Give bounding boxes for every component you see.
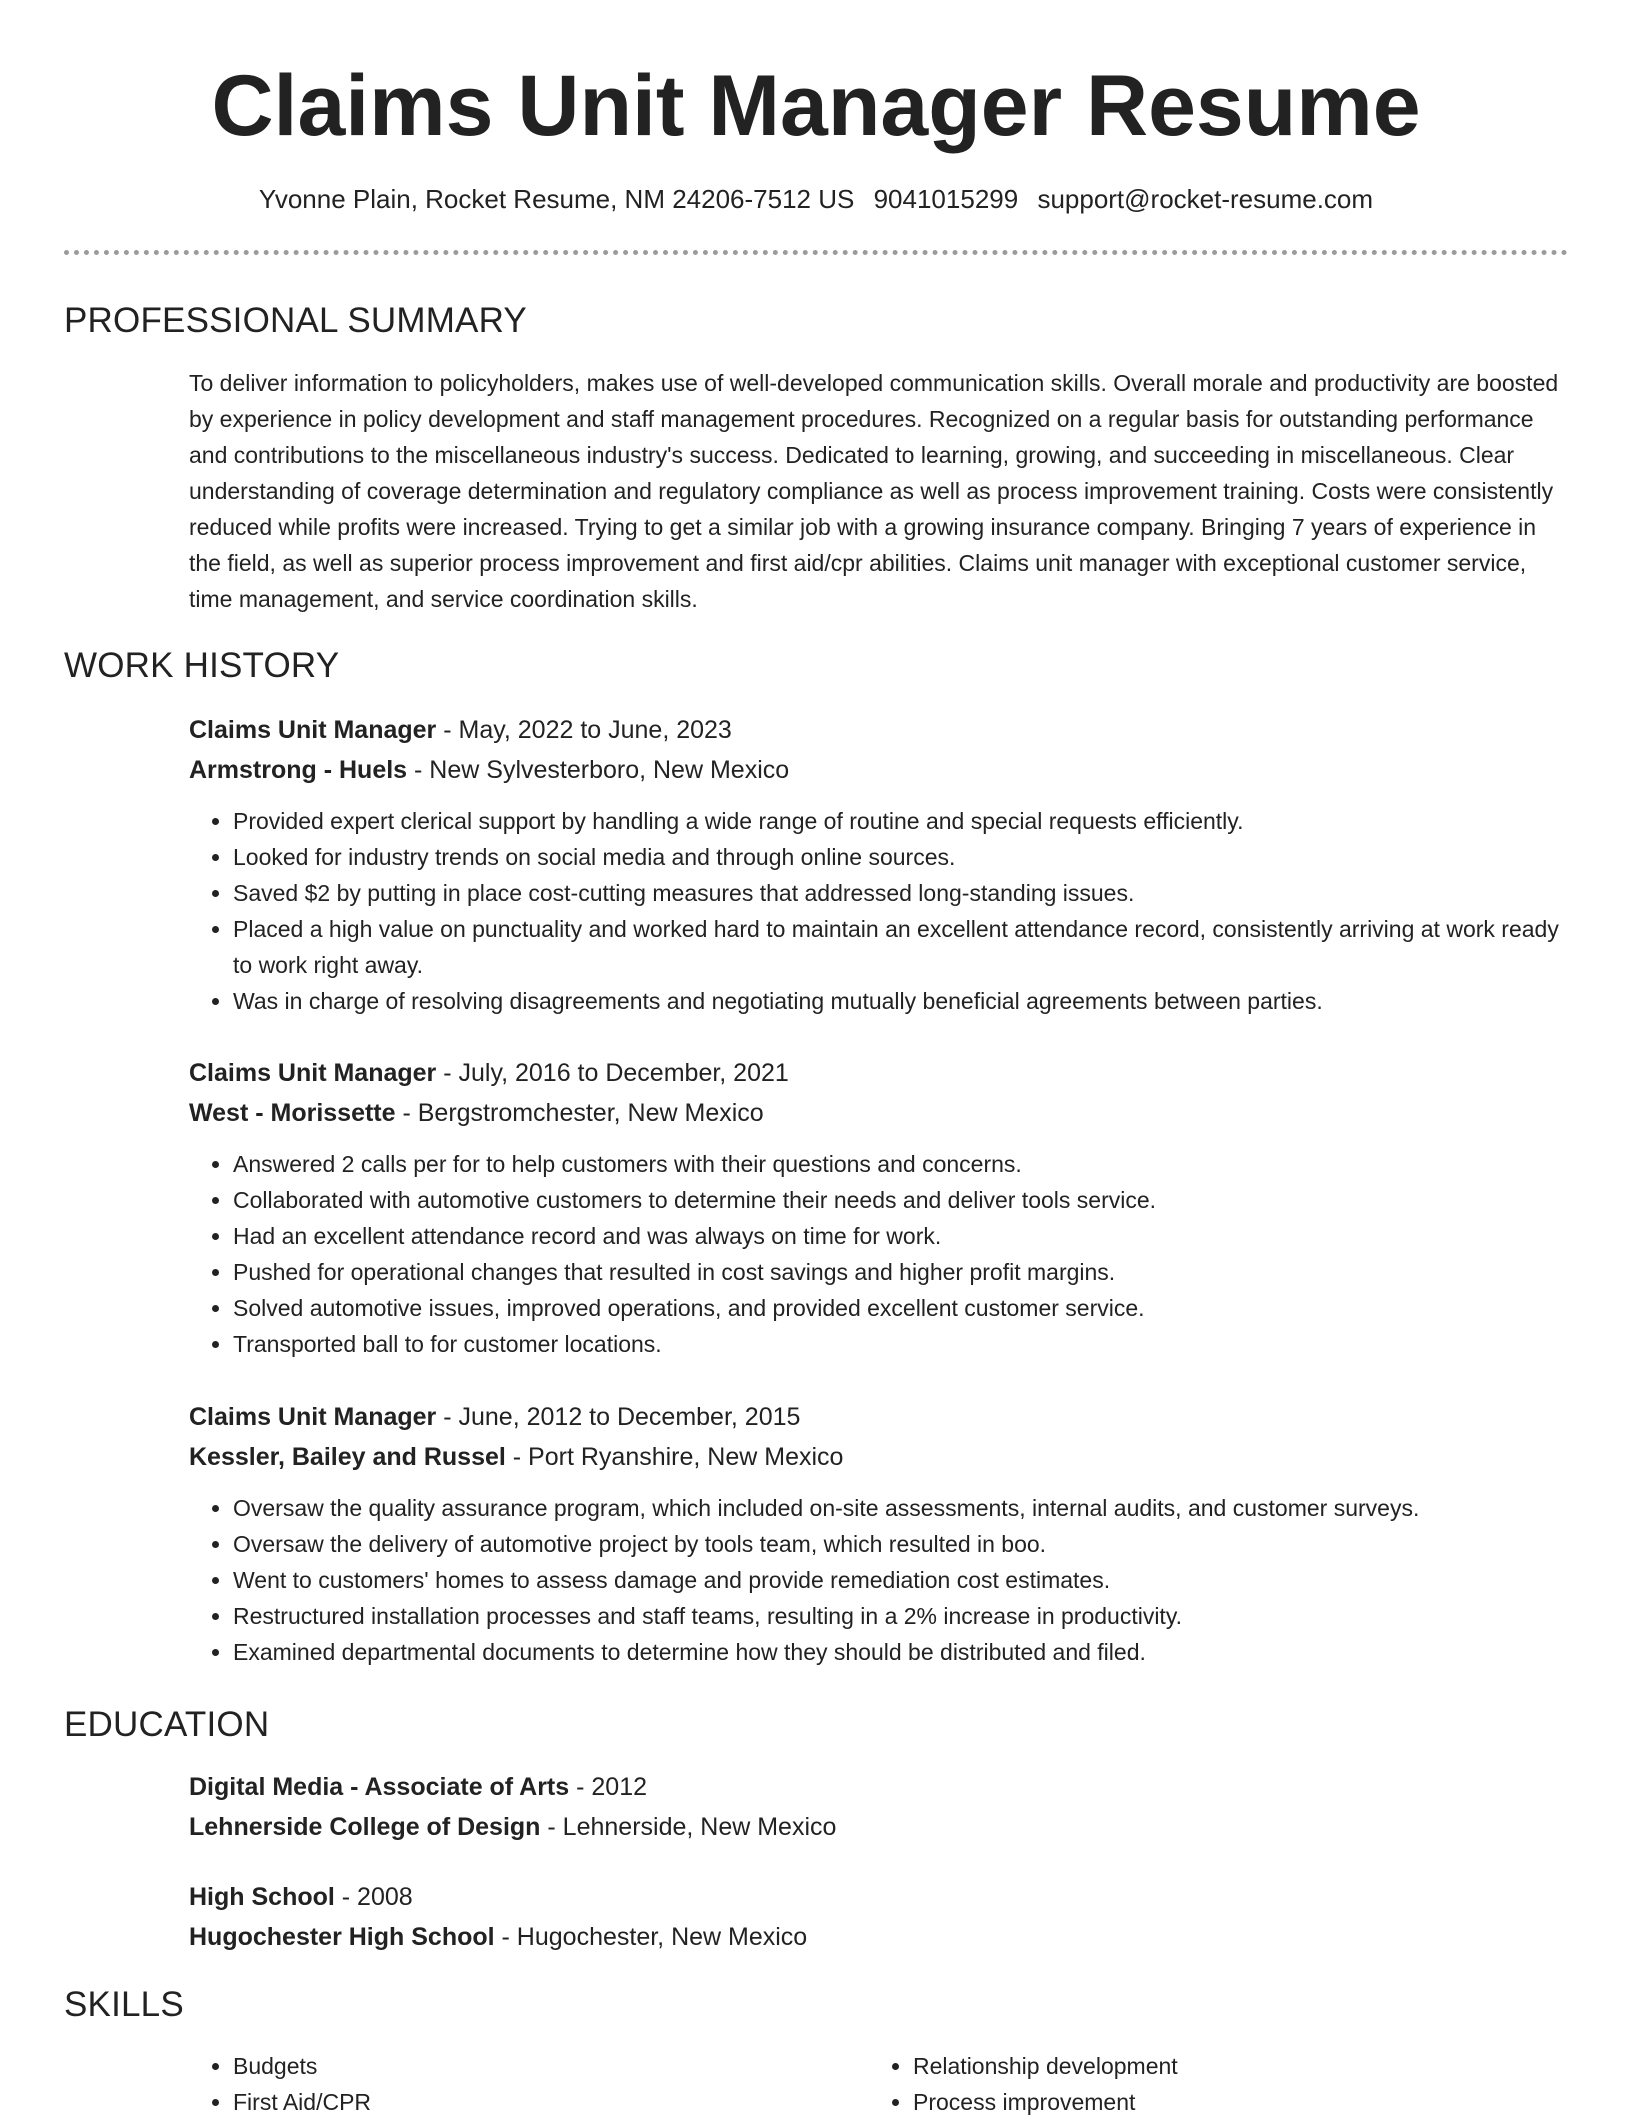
education-year: - 2012: [569, 1773, 648, 1801]
contact-address: Yvonne Plain, Rocket Resume, NM 24206-7512 US: [258, 184, 855, 214]
list-item: • Relationship development: [913, 2048, 1178, 2084]
job-company: Kessler, Bailey and Russel: [189, 1443, 506, 1471]
job-title-line: [189, 1398, 1579, 1436]
job-bullets: [189, 803, 1579, 1019]
skills-heading: SKILLS: [64, 1985, 184, 2024]
contact-phone: 9041015299: [873, 184, 1019, 214]
education-location: - Hugochester, New Mexico: [494, 1923, 808, 1951]
job-dates: - June, 2012 to December, 2015: [436, 1403, 801, 1431]
list-item: • Placed a high value on punctuality and worked hard to maintain an excellent attendance record, consistently arriving at work ready to work right away.: [233, 911, 1579, 983]
job-location: - Bergstromchester, New Mexico: [395, 1099, 764, 1127]
list-item: • Oversaw the quality assurance program, which included on-site assessments, internal audits, and customer surveys.: [233, 1490, 1579, 1526]
job-location: - New Sylvesterboro, New Mexico: [407, 756, 790, 784]
education-degree: High School: [189, 1883, 335, 1911]
job-bullets: [189, 1146, 1579, 1362]
job-company: West - Morissette: [189, 1099, 396, 1127]
job-company: Armstrong - Huels: [189, 756, 408, 784]
header-divider: [64, 250, 1568, 255]
work-history-heading: WORK HISTORY: [64, 646, 340, 685]
list-item: • Solved automotive issues, improved operations, and provided excellent customer service.: [233, 1290, 1579, 1326]
list-item: • Restructured installation processes and staff teams, resulting in a 2% increase in productivity.: [233, 1598, 1579, 1634]
list-item: • First Aid/CPR: [233, 2084, 371, 2120]
list-item: • Pushed for operational changes that resulted in cost savings and higher profit margins.: [233, 1254, 1579, 1290]
education-entry: [189, 1768, 1579, 1846]
list-item: • Examined departmental documents to determine how they should be distributed and filed.: [233, 1634, 1579, 1670]
job-entry: [189, 1054, 1579, 1362]
education-school-line: [189, 1808, 1579, 1846]
job-company-line: [189, 1094, 1579, 1132]
list-item: • Transported ball to for customer locations.: [233, 1326, 1579, 1362]
list-item: • Collaborated with automotive customers to determine their needs and deliver tools service.: [233, 1182, 1579, 1218]
job-dates: - July, 2016 to December, 2021: [436, 1059, 789, 1087]
list-item: • Had an excellent attendance record and was always on time for work.: [233, 1218, 1579, 1254]
education-entry: [189, 1878, 1579, 1956]
job-dates: - May, 2022 to June, 2023: [436, 716, 732, 744]
job-title: Claims Unit Manager: [189, 1403, 437, 1431]
education-degree: Digital Media - Associate of Arts: [189, 1773, 570, 1801]
list-item: • Budgets: [233, 2048, 371, 2084]
list-item: • Went to customers' homes to assess damage and provide remediation cost estimates.: [233, 1562, 1579, 1598]
education-location: - Lehnerside, New Mexico: [540, 1813, 837, 1841]
education-heading: EDUCATION: [64, 1705, 270, 1744]
education-school: Lehnerside College of Design: [189, 1813, 541, 1841]
job-company-line: [189, 751, 1579, 789]
list-item: • Saved $2 by putting in place cost-cutting measures that addressed long-standing issues.: [233, 875, 1579, 911]
summary-heading: PROFESSIONAL SUMMARY: [64, 301, 527, 340]
job-location: - Port Ryanshire, New Mexico: [505, 1443, 844, 1471]
job-title: Claims Unit Manager: [189, 1059, 437, 1087]
contact-line: [0, 181, 1632, 217]
contact-email: support@rocket-resume.com: [1037, 184, 1374, 214]
education-school: Hugochester High School: [189, 1923, 495, 1951]
education-degree-line: [189, 1768, 1579, 1806]
list-item: • Process improvement: [913, 2084, 1178, 2120]
resume-title: Claims Unit Manager Resume: [211, 58, 1421, 154]
education-year: - 2008: [334, 1883, 413, 1911]
job-title-line: [189, 1054, 1579, 1092]
list-item: • Provided expert clerical support by handling a wide range of routine and special requests efficiently.: [233, 803, 1579, 839]
skills-list-right: [869, 2048, 1178, 2120]
list-item: • Oversaw the delivery of automotive project by tools team, which resulted in boo.: [233, 1526, 1579, 1562]
list-item: • Was in charge of resolving disagreements and negotiating mutually beneficial agreements between parties.: [233, 983, 1579, 1019]
job-bullets: [189, 1490, 1579, 1670]
list-item: • Answered 2 calls per for to help customers with their questions and concerns.: [233, 1146, 1579, 1182]
job-title: Claims Unit Manager: [189, 716, 437, 744]
summary-text: To deliver information to policyholders, makes use of well-developed communication skills. Overall morale and productivity are boosted by experience in policy development and staff management procedures. Recognized on a regular basis for outstanding performance and contributions to the miscellaneous industry's success. Dedicated to learning, growing, and succeeding in miscellaneous. Clear understanding of coverage determination and regulatory compliance as well as process improvement training. Costs were consistently reduced while profits were increased. Trying to get a similar job with a growing insurance company. Bringing 7 years of experience in the field, as well as superior process improvement and first aid/cpr abilities. Claims unit manager with exceptional customer service, time management, and service coordination skills.: [189, 370, 1559, 612]
education-degree-line: [189, 1878, 1579, 1916]
skills-list-left: [189, 2048, 371, 2120]
education-school-line: [189, 1918, 1579, 1956]
list-item: • Looked for industry trends on social media and through online sources.: [233, 839, 1579, 875]
job-company-line: [189, 1438, 1579, 1476]
job-title-line: [189, 711, 1579, 749]
job-entry: [189, 1398, 1579, 1670]
job-entry: [189, 711, 1579, 1019]
